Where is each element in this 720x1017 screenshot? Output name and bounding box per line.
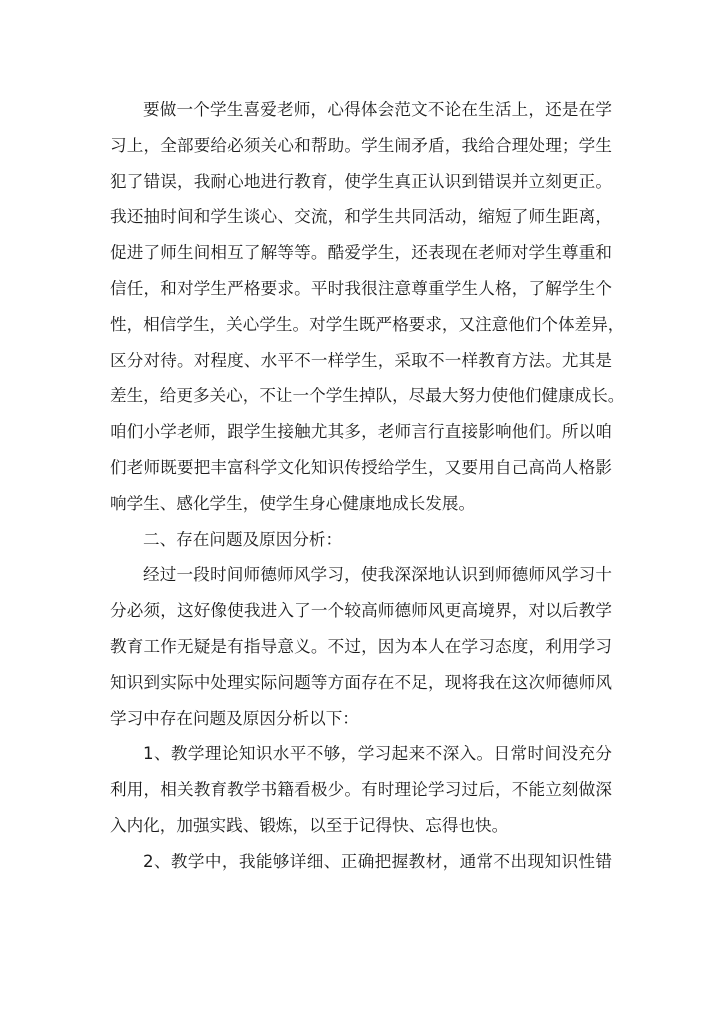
- paragraph: [110, 522, 612, 558]
- text-line: 咱们小学老师，跟学生接触尤其多，老师言行直接影响他们。所以咱: [110, 422, 612, 442]
- text-line: 区分对待。对程度、水平不一样学生，采取不一样教育方法。尤其是: [110, 350, 612, 370]
- text-line: 入内化，加强实践、锻炼，以至于记得快、忘得也快。: [110, 815, 509, 835]
- text-line: 要做一个学生喜爱老师，心得体会范文不论在生活上，还是在学: [143, 100, 612, 119]
- paragraph: [110, 844, 612, 880]
- text-line: 知识到实际中处理实际问题等方面存在不足，现将我在这次师德师风: [110, 672, 612, 692]
- text-line: 响学生、感化学生，使学生身心健康地成长发展。: [110, 493, 476, 513]
- document-page: [110, 92, 625, 880]
- text-line: 差生，给更多关心，不让一个学生掉队，尽最大努力使他们健康成长。: [110, 386, 625, 406]
- text-line: 习上，全部要给必须关心和帮助。学生闹矛盾，我给合理处理；学生: [110, 135, 612, 155]
- text-line: 学习中存在问题及原因分析以下：: [110, 708, 359, 728]
- text-line: 我还抽时间和学生谈心、交流，和学生共同活动，缩短了师生距离，: [110, 207, 612, 227]
- text-line: 促进了师生间相互了解等等。酷爱学生，还表现在老师对学生尊重和: [110, 243, 612, 263]
- text-line: 教育工作无疑是有指导意义。不过，因为本人在学习态度，利用学习: [110, 636, 612, 656]
- text-line: 们老师既要把丰富科学文化知识传授给学生，又要用自己高尚人格影: [110, 457, 612, 477]
- text-line: 性，相信学生，关心学生。对学生既严格要求，又注意他们个体差异，: [110, 314, 625, 334]
- text-line: 1、教学理论知识水平不够，学习起来不深入。日常时间没充分: [143, 744, 612, 764]
- paragraph: [110, 736, 612, 843]
- text-line: 利用，相关教育教学书籍看极少。有时理论学习过后，不能立刻做深: [110, 780, 612, 800]
- text-line: 经过一段时间师德师风学习，使我深深地认识到师德师风学习十: [143, 565, 612, 585]
- text-line: 分必须，这好像使我进入了一个较高师德师风更高境界，对以后教学: [110, 601, 612, 621]
- paragraph: [110, 92, 625, 522]
- text-line: 犯了错误，我耐心地进行教育，使学生真正认识到错误并立刻更正。: [110, 171, 612, 191]
- text-line: 二、存在问题及原因分析：: [143, 529, 343, 549]
- text-line: 信任，和对学生严格要求。平时我很注意尊重学生人格，了解学生个: [110, 278, 612, 298]
- text-line: 2、教学中，我能够详细、正确把握教材，通常不出现知识性错: [143, 851, 612, 871]
- paragraph: [110, 557, 612, 736]
